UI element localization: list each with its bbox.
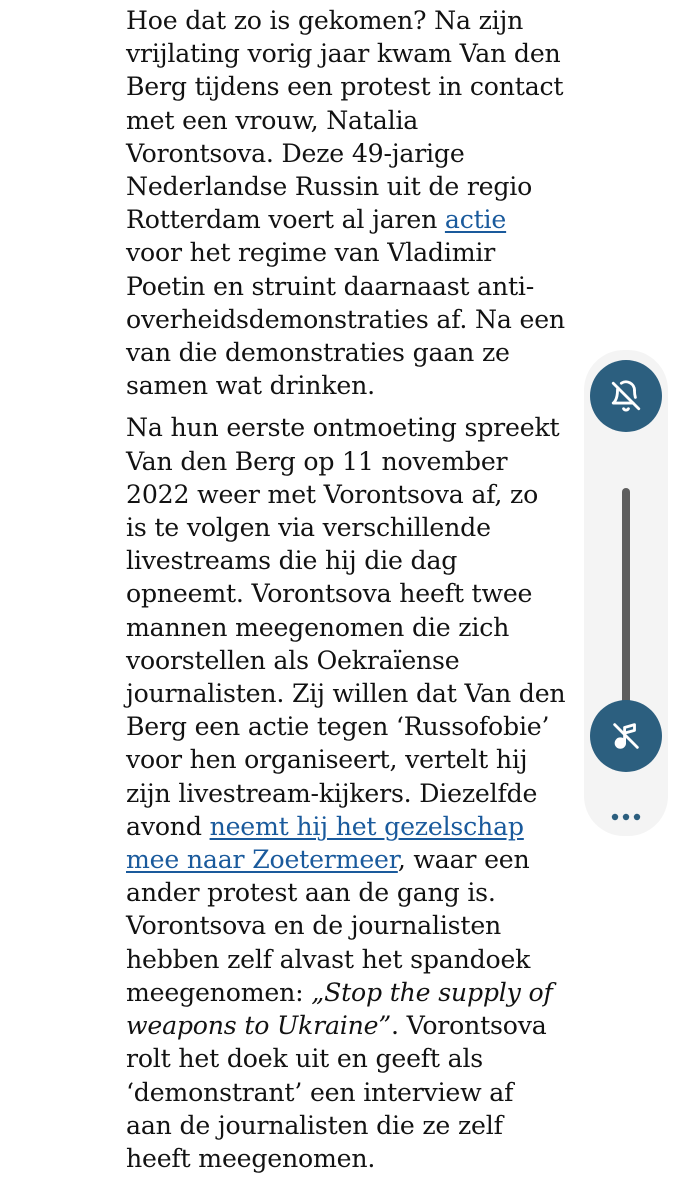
volume-slider-track[interactable] — [622, 488, 630, 724]
stop-audio-button[interactable] — [590, 700, 662, 772]
article-paragraph-1 — [126, 4, 566, 402]
link-actie[interactable]: actie — [444, 205, 507, 235]
more-options-button[interactable] — [606, 802, 646, 832]
article-body — [126, 4, 566, 1184]
mute-notifications-button[interactable] — [590, 360, 662, 432]
paragraph-text: . Vorontsova rolt het doek uit en geeft als ‘demonstrant’ een interview af aan de journalisten die ze zelf heeft meegenomen. — [126, 1011, 547, 1173]
music-off-icon — [609, 719, 643, 753]
article-paragraph-2 — [126, 411, 566, 1175]
paragraph-text: Hoe dat zo is gekomen? Na zijn vrijlating vorig jaar kwam Van den Berg tijdens een protest in contact met een vrouw, Natalia Vorontsova. Deze 49-jarige Nederlandse Russin uit de regio Rotterdam voert al jaren — [126, 6, 564, 235]
paragraph-text: Na hun eerste ontmoeting spreekt Van den Berg op 11 november 2022 weer met Vorontsova af, zo is te volgen via verschillende livestreams die hij die dag opneemt. Vorontsova heeft twee mannen meegenomen die zich voorstellen als Oekraïense journalisten. Zij willen dat Van den Berg een actie tegen ‘Russofobie’ voor hen organiseert, vertelt hij zijn livestream-kijkers. Diezelfde avond — [126, 413, 566, 841]
banner-quote: „Stop the supply of weapons to Ukraine” — [126, 977, 553, 1041]
bell-off-icon — [609, 379, 643, 413]
media-control-panel — [584, 350, 668, 836]
link-zoetermeer[interactable]: neemt hij het gezelschap mee naar Zoetermeer — [126, 811, 524, 875]
more-horizontal-icon — [611, 813, 641, 821]
paragraph-text: voor het regime van Vladimir Poetin en struint daarnaast anti-overheidsdemonstraties af. Na een van die demonstraties gaan ze samen wat drinken. — [126, 238, 565, 401]
paragraph-text: , waar een ander protest aan de gang is. Vorontsova en de journalisten hebben zelf alvast het spandoek meegenomen: — [126, 845, 531, 1007]
